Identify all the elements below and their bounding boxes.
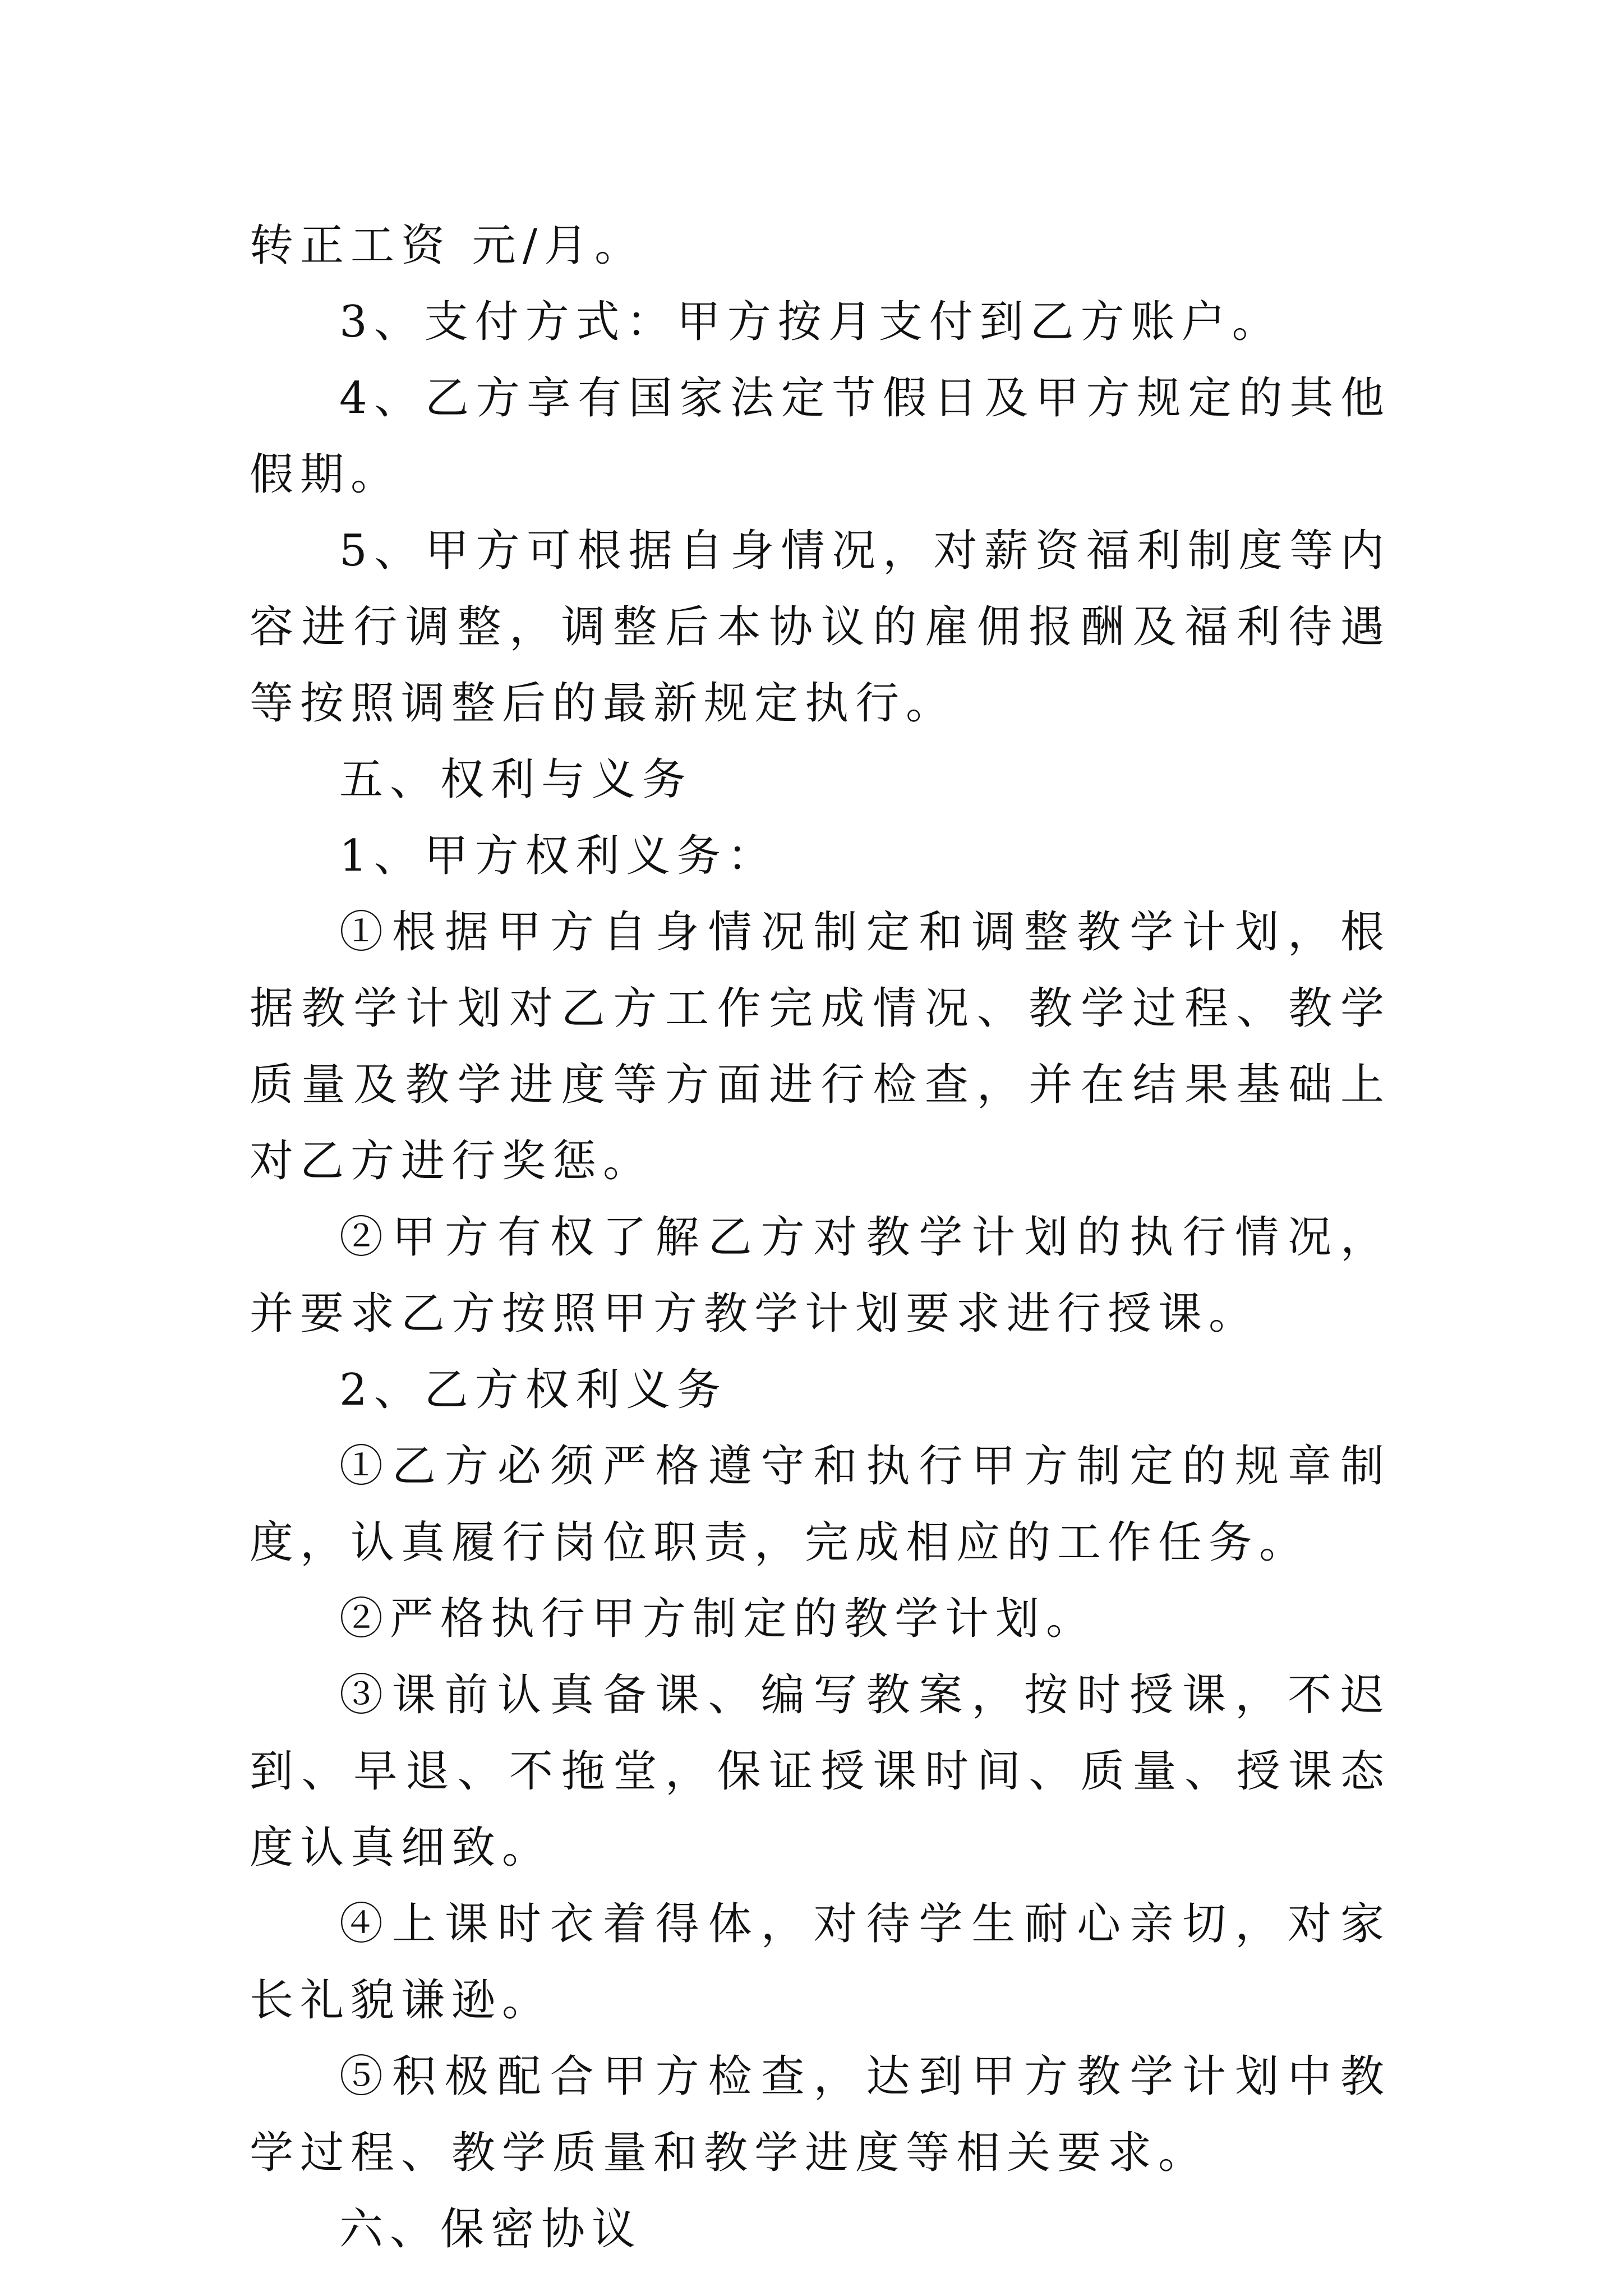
- paragraph-party-a-item-1: ①根据甲方自身情况制定和调整教学计划，根据教学计划对乙方工作完成情况、教学过程、教学质量及教学进度等方面进行检查，并在结果基础上对乙方进行奖惩。: [250, 907, 1391, 1186]
- section-heading-confidentiality: 六、保密协议: [339, 2204, 643, 2254]
- paragraph-party-a-item-2: ②甲方有权了解乙方对教学计划的执行情况，并要求乙方按照甲方教学计划要求进行授课。: [250, 1212, 1391, 1339]
- paragraph-party-b-item-2: ②严格执行甲方制定的教学计划。: [339, 1594, 1097, 1644]
- paragraph-party-b-item-1: ①乙方必须严格遵守和执行甲方制定的规章制度，认真履行岗位职责，完成相应的工作任务。: [250, 1441, 1391, 1568]
- document-body: [250, 208, 1391, 2267]
- paragraph-salary: 转正工资 元/月。: [250, 220, 645, 271]
- section-heading-rights: 五、权利与义务: [339, 754, 693, 805]
- paragraph-holidays: 4、乙方享有国家法定节假日及甲方规定的其他假期。: [250, 373, 1391, 500]
- paragraph-payment-method: 3、支付方式：甲方按月支付到乙方账户。: [339, 297, 1283, 347]
- paragraph-party-b-item-5: ⑤积极配合甲方检查，达到甲方教学计划中教学过程、教学质量和教学进度等相关要求。: [250, 2051, 1391, 2178]
- subheading-party-a: 1、甲方权利义务：: [339, 831, 778, 881]
- paragraph-party-b-item-4: ④上课时衣着得体，对待学生耐心亲切，对家长礼貌谦逊。: [250, 1899, 1391, 2026]
- subheading-party-b: 2、乙方权利义务: [339, 1365, 727, 1415]
- paragraph-party-b-item-3: ③课前认真备课、编写教案，按时授课，不迟到、早退、不拖堂，保证授课时间、质量、授课态度认真细致。: [250, 1670, 1391, 1873]
- paragraph-adjustment: 5、甲方可根据自身情况，对薪资福利制度等内容进行调整，调整后本协议的雇佣报酬及福利待遇等按照调整后的最新规定执行。: [250, 526, 1391, 729]
